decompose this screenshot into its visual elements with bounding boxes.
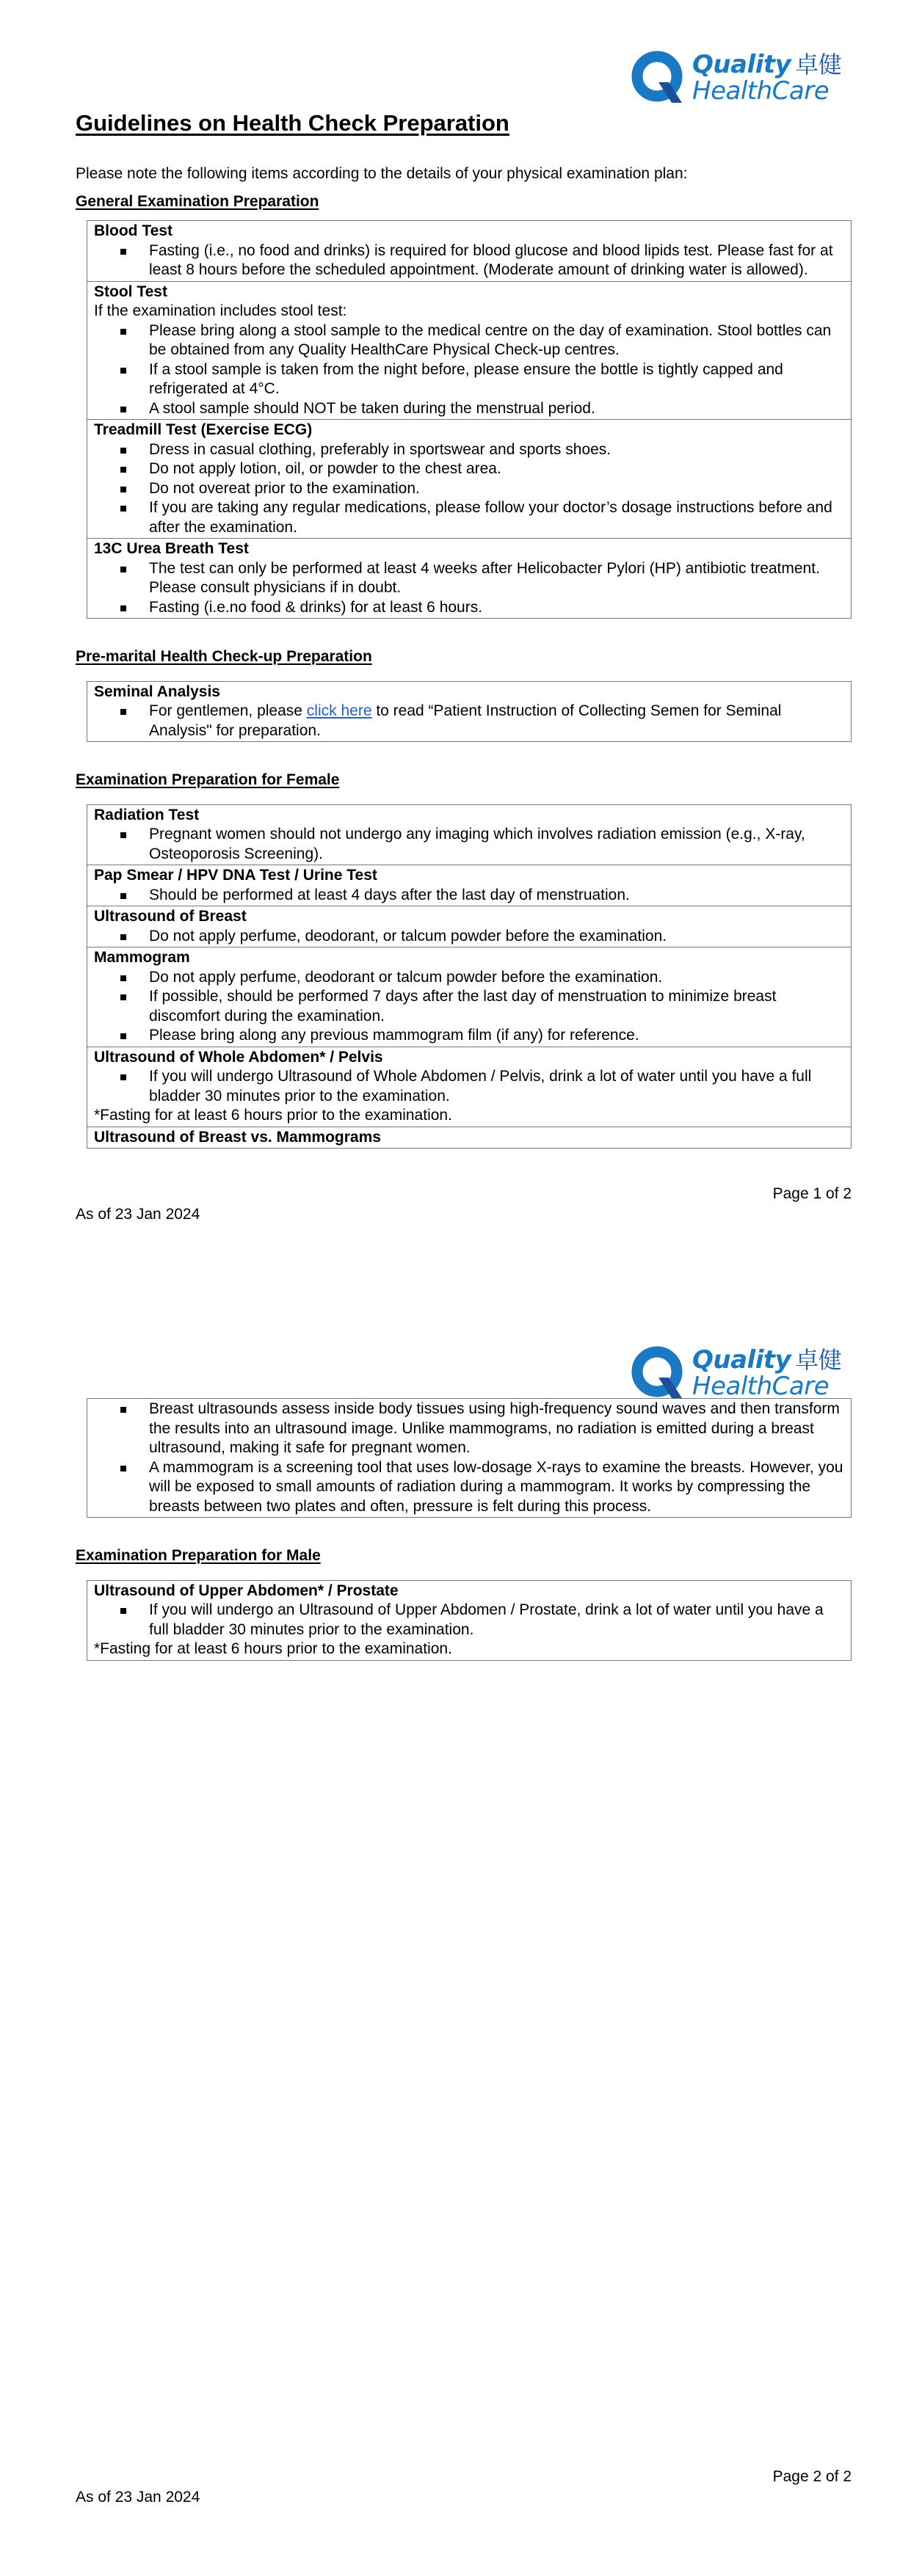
mammogram-cell	[87, 947, 851, 1047]
ultrasound-upper-abdomen-cell	[87, 1581, 851, 1660]
square-bullet-icon	[120, 329, 126, 335]
list-item: A mammogram is a screening tool that uses low-dosage X-rays to examine the breasts. However, you will be exposed to small amounts of radiation during a mammogram. It works by compressing the breasts between two plates and often, pressure is felt during this process.	[94, 1458, 846, 1517]
square-bullet-icon	[120, 448, 126, 454]
intro-text: Please note the following items according to the details of your physical examination plan:	[76, 165, 688, 182]
cell-title: 13C Urea Breath Test	[94, 540, 249, 557]
list-item: Breast ultrasounds assess inside body tissues using high-frequency sound waves and then transform the results into an ultrasound image. Unlike mammograms, no radiation is emitted during a breast ultrasound, making it safe for pregnant women.	[94, 1400, 846, 1458]
square-bullet-icon	[120, 994, 126, 1000]
cell-lead-text: If the examination includes stool test:	[94, 302, 347, 319]
q-logo-icon	[631, 1345, 686, 1401]
square-bullet-icon	[120, 467, 126, 473]
cell-title: Ultrasound of Upper Abdomen* / Prostate	[94, 1582, 399, 1599]
section-heading-male: Examination Preparation for Male	[76, 1547, 321, 1564]
square-bullet-icon	[120, 1466, 126, 1471]
page-2	[0, 1288, 911, 2576]
as-of-date: As of 23 Jan 2024	[76, 2489, 200, 2506]
square-bullet-icon	[120, 567, 126, 572]
cell-title: Ultrasound of Breast vs. Mammograms	[94, 1128, 381, 1146]
logo-text-healthcare: HealthCare	[692, 76, 830, 106]
square-bullet-icon	[120, 975, 126, 981]
cell-title: Seminal Analysis	[94, 683, 220, 700]
list-item: The test can only be performed at least 4 weeks after Helicobacter Pylori (HP) antibiotic treatment. Please consult physicians if in doubt.	[94, 559, 846, 598]
square-bullet-icon	[120, 1608, 126, 1614]
seminal-analysis-cell	[87, 682, 851, 742]
fasting-note: *Fasting for at least 6 hours prior to the examination.	[94, 1107, 452, 1124]
list-item: If you will undergo an Ultrasound of Upper Abdomen / Prostate, drink a lot of water until you have a full bladder 30 minutes prior to the examination.	[94, 1601, 846, 1640]
stool-test-cell	[87, 281, 851, 420]
list-item: Dress in casual clothing, preferably in sportswear and sports shoes.	[94, 440, 846, 460]
male-preparation-box	[87, 1580, 852, 1661]
cell-title: Stool Test	[94, 283, 167, 300]
square-bullet-icon	[120, 1074, 126, 1080]
quality-healthcare-logo	[631, 48, 851, 107]
list-item: Fasting (i.e.no food & drinks) for at least 6 hours.	[94, 598, 846, 618]
square-bullet-icon	[120, 487, 126, 492]
cell-title: Ultrasound of Breast	[94, 908, 247, 925]
page-number: Page 1 of 2	[772, 1185, 852, 1202]
logo-text-cjk: 卓健	[795, 1346, 842, 1374]
female-preparation-box-continued	[87, 1398, 852, 1518]
cell-title: Blood Test	[94, 222, 173, 239]
square-bullet-icon	[120, 709, 126, 715]
premarital-preparation-box	[87, 681, 852, 743]
page-number: Page 2 of 2	[772, 2468, 852, 2485]
list-item: If possible, should be performed 7 days after the last day of menstruation to minimize breast discomfort during the examination.	[94, 987, 846, 1026]
square-bullet-icon	[120, 407, 126, 412]
list-item: Fasting (i.e., no food and drinks) is required for blood glucose and blood lipids test. Please fast for at least 8 hours before the scheduled appointment. (Moderate amount of drinking water is allowed).	[94, 241, 846, 280]
list-item: If a stool sample is taken from the night before, please ensure the bottle is tightly capped and refrigerated at 4°C.	[94, 360, 846, 399]
cell-title: Radiation Test	[94, 806, 200, 823]
ultrasound-breast-cell	[87, 906, 851, 947]
urea-breath-test-cell	[87, 538, 851, 618]
list-item: Do not apply lotion, oil, or powder to the chest area.	[94, 459, 846, 479]
list-item: If you will undergo Ultrasound of Whole Abdomen / Pelvis, drink a lot of water until you have a full bladder 30 minutes prior to the examination.	[94, 1067, 846, 1106]
treadmill-test-cell	[87, 419, 851, 538]
general-preparation-box	[87, 220, 852, 619]
square-bullet-icon	[120, 1407, 126, 1413]
list-item: A stool sample should NOT be taken during the menstrual period.	[94, 399, 846, 419]
square-bullet-icon	[120, 249, 126, 255]
square-bullet-icon	[120, 893, 126, 899]
radiation-test-cell	[87, 805, 851, 865]
logo-text-quality: Quality	[692, 50, 791, 79]
cell-title: Pap Smear / HPV DNA Test / Urine Test	[94, 867, 377, 884]
list-item: Please bring along any previous mammogram film (if any) for reference.	[94, 1026, 846, 1046]
cell-title: Mammogram	[94, 949, 190, 966]
square-bullet-icon	[120, 934, 126, 940]
list-item: If you are taking any regular medications, please follow your doctor’s dosage instructions before and after the examination.	[94, 498, 846, 537]
blood-test-cell	[87, 221, 851, 281]
square-bullet-icon	[120, 368, 126, 374]
ultrasound-whole-abdomen-cell	[87, 1047, 851, 1127]
list-item: Do not overeat prior to the examination.	[94, 479, 846, 499]
as-of-date: As of 23 Jan 2024	[76, 1206, 200, 1223]
square-bullet-icon	[120, 832, 126, 838]
square-bullet-icon	[120, 605, 126, 611]
square-bullet-icon	[120, 506, 126, 512]
logo-text-quality: Quality	[692, 1345, 791, 1375]
logo-text-healthcare: HealthCare	[692, 1372, 830, 1401]
list-item: Do not apply perfume, deodorant or talcum powder before the examination.	[94, 968, 846, 988]
pap-smear-cell	[87, 865, 851, 906]
cell-title: Treadmill Test (Exercise ECG)	[94, 421, 313, 438]
cell-title: Ultrasound of Whole Abdomen* / Pelvis	[94, 1048, 383, 1066]
list-item: Should be performed at least 4 days after the last day of menstruation.	[94, 886, 846, 906]
section-heading-premarital: Pre-marital Health Check-up Preparation	[76, 648, 372, 665]
list-item: Do not apply perfume, deodorant, or talcum powder before the examination.	[94, 927, 846, 947]
breast-vs-mammogram-cell	[87, 1127, 851, 1149]
section-heading-general: General Examination Preparation	[76, 192, 319, 210]
list-item: Please bring along a stool sample to the medical centre on the day of examination. Stool bottles can be obtained from any Quality HealthCare Physical Check-up centres.	[94, 321, 846, 360]
female-preparation-box	[87, 804, 852, 1149]
square-bullet-icon	[120, 1033, 126, 1039]
logo-text-cjk: 卓健	[795, 51, 842, 79]
fasting-note: *Fasting for at least 6 hours prior to the examination.	[94, 1640, 452, 1657]
list-item: For gentlemen, please click here to read “Patient Instruction of Collecting Semen for Seminal Analysis" for preparation.	[94, 702, 846, 741]
q-logo-icon	[631, 50, 686, 106]
quality-healthcare-logo	[631, 1344, 851, 1402]
breast-vs-mammogram-cell-continued	[87, 1399, 851, 1517]
list-item: Pregnant women should not undergo any imaging which involves radiation emission (e.g., X-ray, Osteoporosis Screening).	[94, 825, 846, 864]
document-title: Guidelines on Health Check Preparation	[76, 110, 509, 136]
section-heading-female: Examination Preparation for Female	[76, 771, 340, 788]
click-here-link[interactable]: click here	[306, 702, 372, 719]
